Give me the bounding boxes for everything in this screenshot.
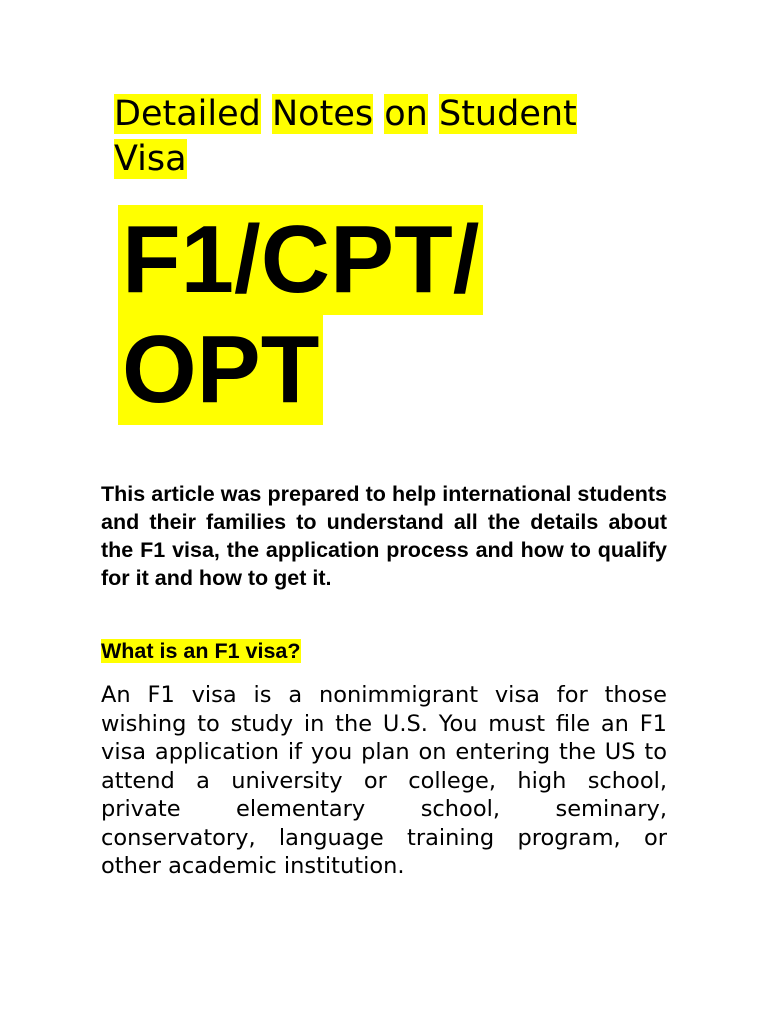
section-heading-text: What is an F1 visa? [101,639,301,663]
big-heading-line-2: OPT [118,315,323,425]
section-heading [101,637,301,665]
big-heading-line-1: F1/CPT/ [118,205,483,315]
document-title [114,92,654,182]
title-word: on [384,94,428,134]
title-word: Detailed [114,94,261,134]
title-word: Student [438,94,577,134]
big-heading [118,205,483,425]
title-word: Notes [272,94,374,134]
section-body: An F1 visa is a nonimmigrant visa for those wishing to study in the U.S. You must file an F1 visa application if you plan on entering the US to attend a university or college, high school, private elementary school, seminary, conservatory, language training program, or other academic institution. [101,682,667,879]
intro-paragraph: This article was prepared to help international students and their families to understand all the details about the F1 visa, the application process and how to qualify for it and how to get it. [101,482,667,590]
title-word: Visa [114,139,187,179]
